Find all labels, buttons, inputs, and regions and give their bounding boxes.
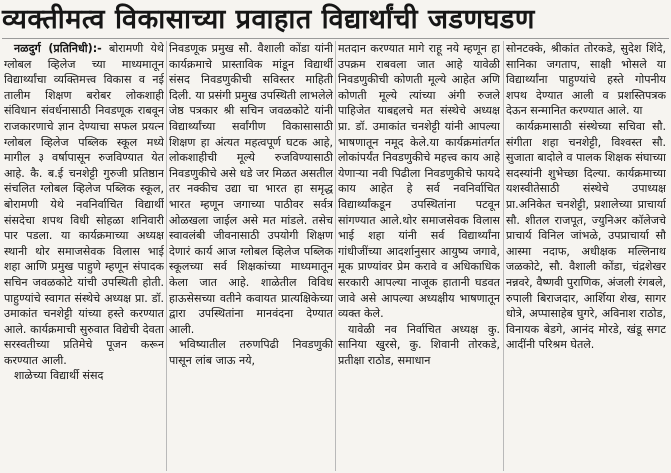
article-column-2 [169,41,333,471]
paragraph-text: शाळेच्या विद्यार्थी संसद [14,369,104,383]
column-divider [166,41,167,471]
paragraph-text: भविष्यातील तरुणपिढी निवडणुकी पासून लांब जाऊ नये, [169,338,333,367]
article-paragraph [506,119,666,353]
article-paragraph [338,41,500,322]
article-paragraph [4,368,164,384]
paragraph-text: निवडणूक प्रमुख सौ. वैशाली कोंडा यांनी कार्यक्रमाचे प्रास्ताविक मांडून विद्यार्थी संसद निवडणुकीची सविस्तर माहिती दिली. या प्रसंगी प्रमुख उपस्थिती लाभलेले जेष्ठ पत्रकार श्री सचिन जवळकोटे यांनी विद्यार्थ्यांच्या सर्वांगीण विकासासाठी शिक्षण हा अंत्यत महत्वपूर्ण घटक आहे, लोकशाहीची मूल्ये रुजविण्यासाठी निवडणुकीचे असे धडे जर मिळत असतील तर नक्कीच उद्या चा भारत हा समृद्ध भारत म्हणून जगाच्या पाठीवर सर्वत्र ओळखला जाईल असे मत मांडले. तसेच स्वावलंबी जीवनासाठी उपयोगी शिक्षण देणारं कार्य आज ग्लोबल व्हिलेज पब्लिक स्कूलच्या सर्व शिक्षकांच्या माध्यमातून केला जात आहे. शाळेतील विविध हाऊसेसच्या वतीने कवायत प्रात्यक्षिकेच्या द्वारा उपस्थितांना मानवंदना देण्यात आली. [169,42,333,336]
article-paragraph [338,322,500,369]
headline-rule [2,38,669,39]
paragraph-text: यावेळी नव निर्वाचित अध्यक्ष कु. सानिया खुरसे, कु. शिवानी तोरकडे, प्रतीक्षा राठोड, समाधान [338,322,500,367]
article-column-3 [338,41,500,471]
column-divider [335,41,336,471]
paragraph-text: बोरामणी येथे ग्लोबल व्हिलेज च्या माध्यमातून विद्यार्थ्यांचा व्यक्तिमत्त्व विकास व नई तालीम शिक्षण बरोबर लोकशाही संविधान संवर्धनासाठी निवडणूक राबवून राजकारणाचे ज्ञान देण्याचा सफल प्रयत्न ग्लोबल व्हिलेज पब्लिक स्कूल मध्ये मागील ३ वर्षापासून रुजविण्यात येत आहे. कै. ब.ई चनशेट्टी गुरुजी प्रतिष्ठान संचलित ग्लोबल व्हिलेज पब्लिक स्कूल, बोरामणी येथे नवनिर्वाचित विद्यार्थी संसदेचा शपथ विधी सोहळा शनिवारी पार पडला. या कार्यक्रमाच्या अध्यक्ष स्थानी थोर समाजसेवक विलास भाई शहा आणि प्रमुख पाहुणे म्हणून संपादक सचिन जवळकोटे यांची उपस्थिती होती. पाहुण्यांचे स्वागत संस्थेचे अध्यक्ष प्रा. डॉ. उमाकांत चनशेट्टी यांच्या हस्ते करण्यात आले. कार्यक्रमाची सुरुवात विद्येची देवता सरस्वतीच्या प्रतिमेचे पूजन करून करण्यात आली. [4,42,164,367]
article-paragraph [4,41,164,368]
article-paragraph [169,337,333,368]
article-column-1 [4,41,164,471]
paragraph-text: मतदान करण्यात मागे राहू नये म्हणून हा उपक्रम राबवला जात आहे यावेळी निवडणुकीची कोणती मूल्ये आहेत अणि कोणती मूल्ये त्यांच्या अंगी रुजले पाहिजेत याबद्दलचे मत संस्थेचे अध्यक्ष प्रा. डॉ. उमाकांत चनशेट्टी यांनी आपल्या भाषणातून नमूद केले.या कार्यक्रमांतर्गत लोकांपर्यंत निवडणुकीचे महत्त्व काय आहे येणाऱ्या नवी पिढीला निवडणुकीचे फायदे काय आहेत हे सर्व नवनिर्वाचित विद्यार्थ्यांकडून उपस्थितांना पटवून सांगण्यात आले.थोर समाजसेवक विलास भाई शहा यांनी सर्व विद्यार्थ्यांना गांधीजींच्या आदर्शानुसार आयुष्य जगावे, मूक प्राण्यांवर प्रेम करावे व अधिकाधिक सरकारी आपल्या नाजूक हातानी घडवत जावे असे आपल्या अध्यक्षीय भाषणातून व्यक्त केले. [338,42,500,321]
paragraph-text: सोनटक्के, श्रीकांत तोरकडे, सुदेश शिंदे, सानिका जगताप, साक्षी भोसले या विद्यार्थ्यांना पाहुण्यांचे हस्ते गोपनीय शपथ देण्यात आली व प्रशस्तिपत्रक देऊन सन्मानित करण्यात आले. या [506,42,666,118]
article-paragraph [506,41,666,119]
article-paragraph [169,41,333,337]
headline: व्यक्तीमत्व विकासाच्या प्रवाहात विद्यार्थांची जडणघडण [2,4,535,35]
article-column-4 [506,41,666,471]
paragraph-text: कार्यक्रमासाठी संस्थेच्या सचिवा सौ. संगीता शहा चनशेट्टी, विश्वस्त सौ. सुजाता बादोले व पालक शिक्षक संघाच्या सदस्यांनी शुभेच्छा दिल्या. कार्यक्रमाच्या यशस्वीतेसाठी संस्थेचे उपाध्यक्ष प्रा.अनिकेत चनशेट्टी, प्रशालेच्या प्राचार्या सौ. शीतल राजपूत, ज्युनिअर कॉलेजचे प्राचार्य विनिल जांभळे, उपप्राचार्या सौ आस्मा नदाफ, अधीक्षक मल्लिनाथ जळकोटे, सौ. वैशाली कोंडा, चंद्रशेखर नन्नवरे, वैष्णवी पुराणिक, अंजली रंगबले, रुपाली बिराजदार, आर्शिया शेख, सागर धोत्रे, अप्पासाहेब घुगरे, अविनाश राठोड, विनायक बेडगे, आनंद मोरडे, खंडू सगट आदींनी परिश्रम घेतले. [506,119,666,352]
dateline: नळदुर्ग (प्रतिनिधी):- [14,42,102,55]
column-divider [503,41,504,471]
